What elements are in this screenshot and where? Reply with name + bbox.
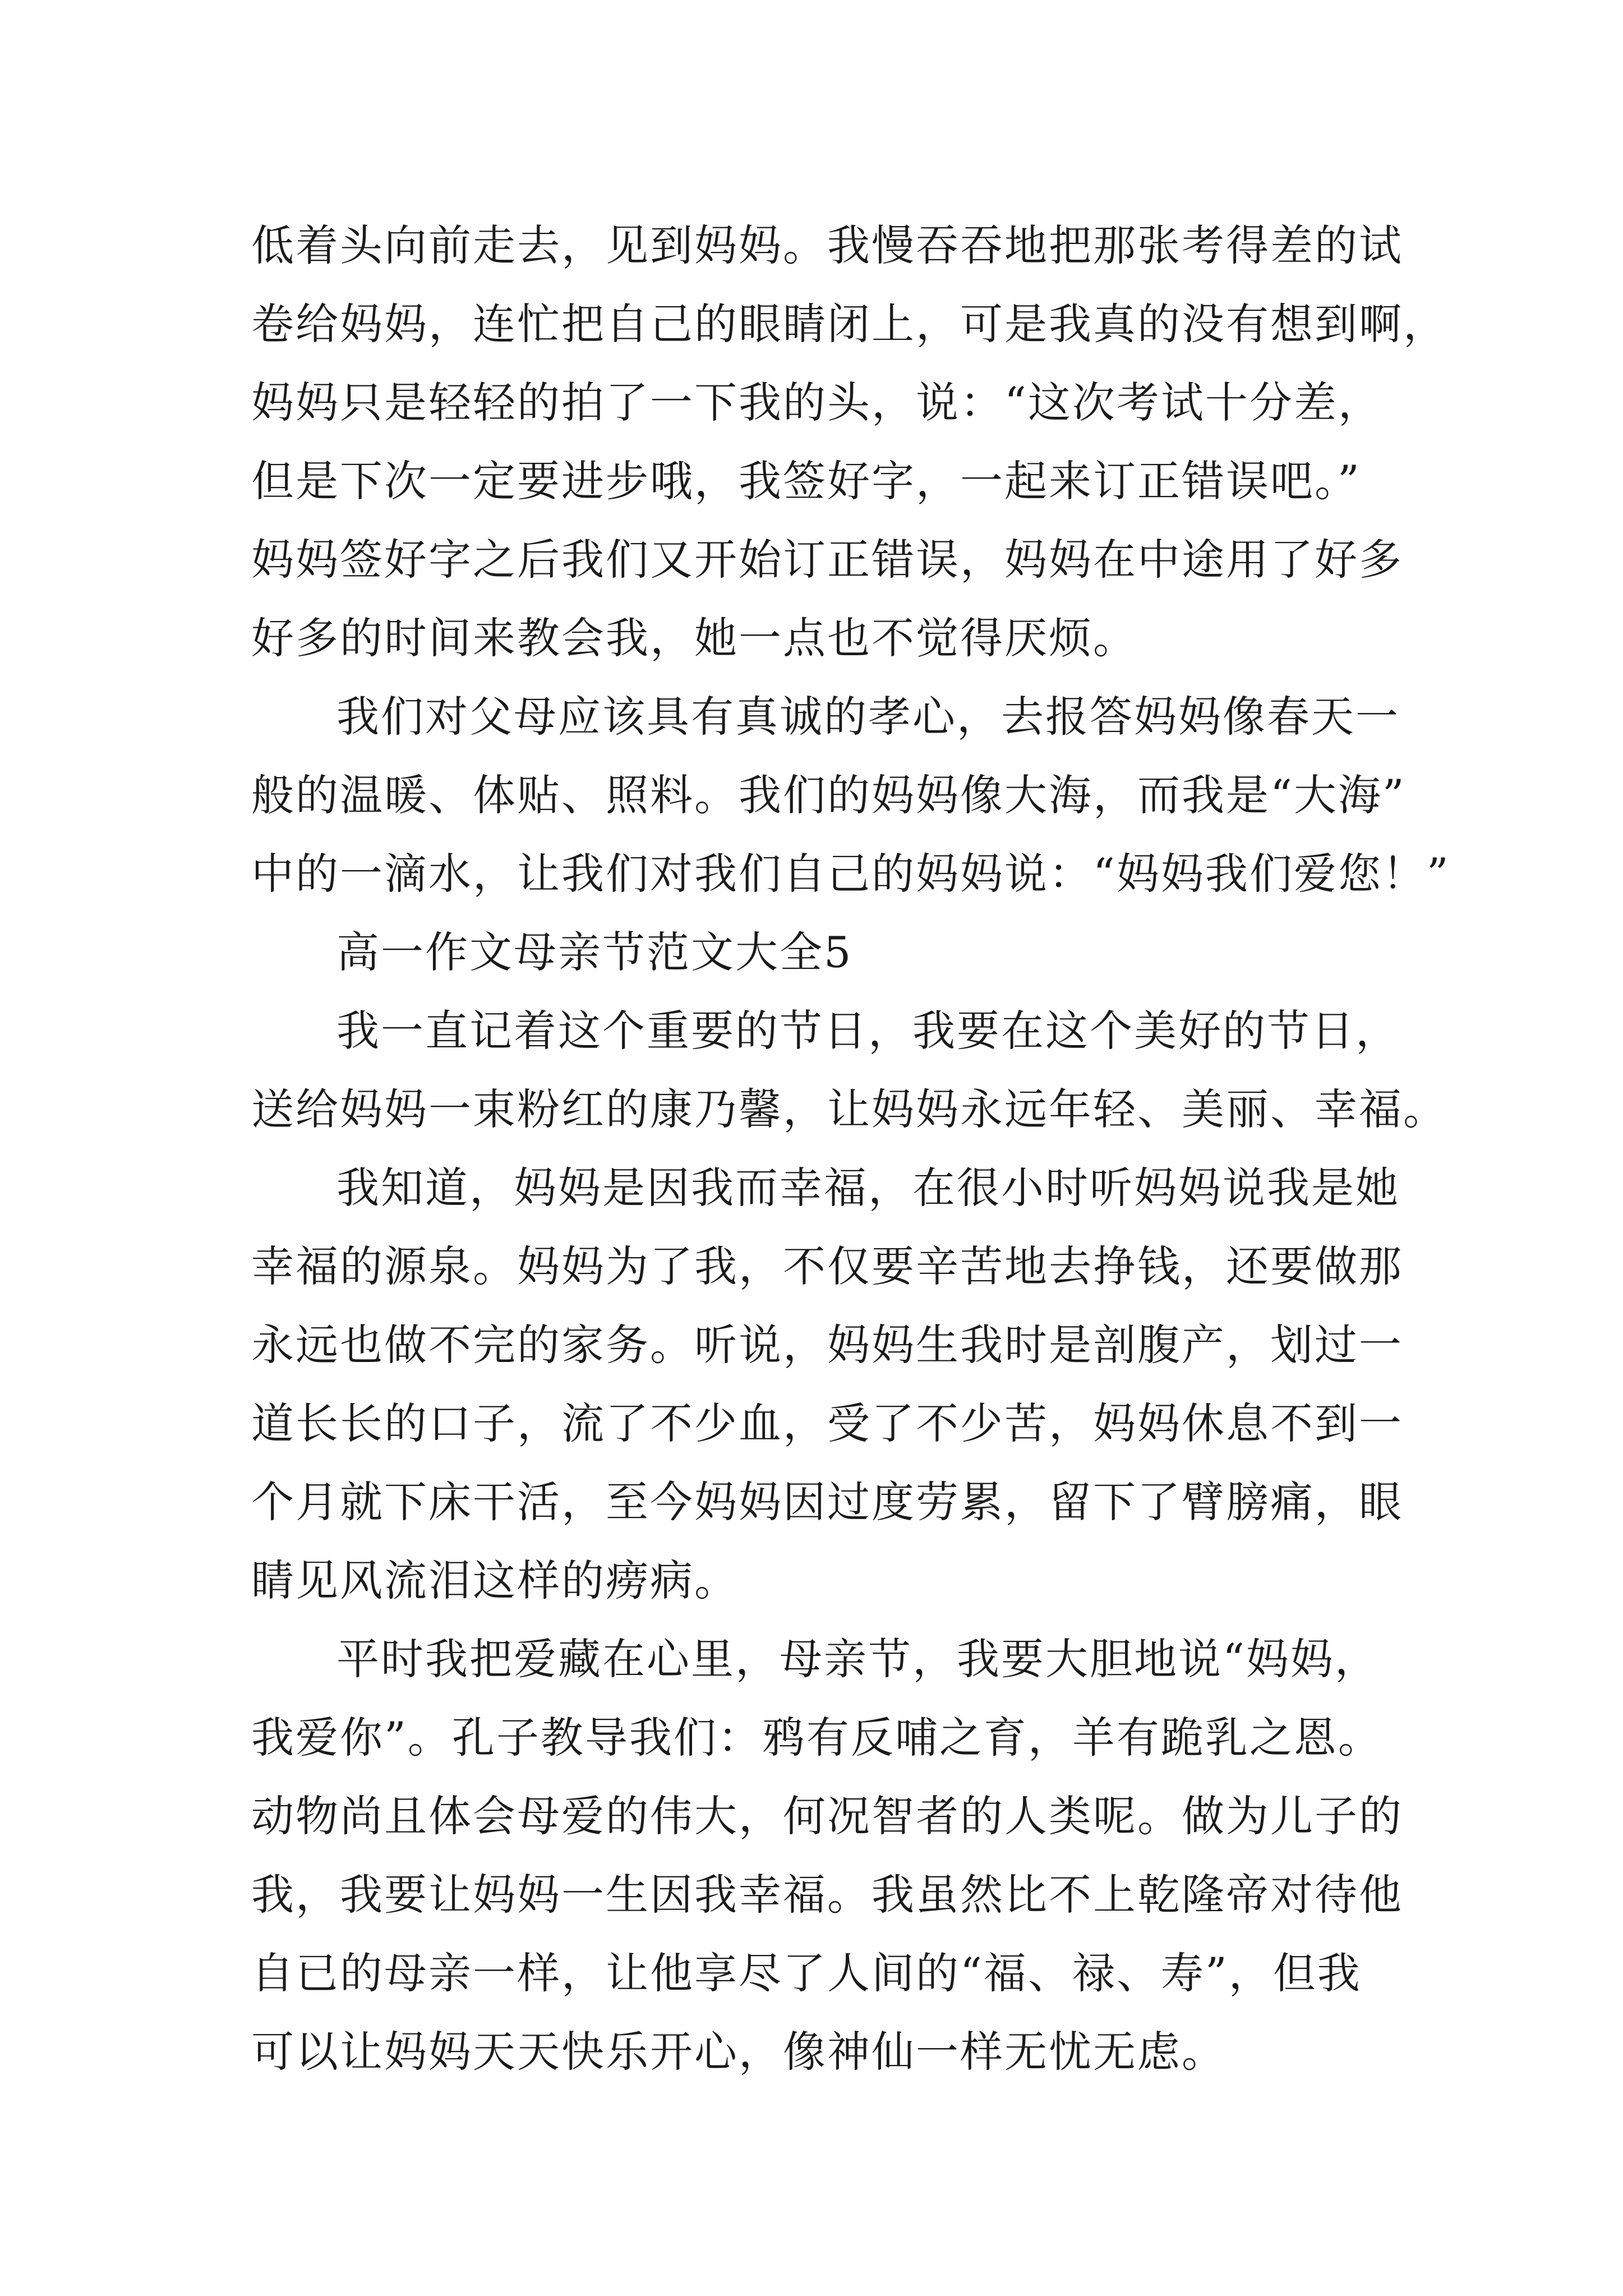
text-line: 我，我要让妈妈一生因我幸福。我虽然比不上乾隆帝对待他 <box>251 1870 1403 1920</box>
text-line: 个月就下床干活，至今妈妈因过度劳累，留下了臂膀痛，眼 <box>251 1477 1403 1527</box>
paragraph-first-line: 平时我把爱藏在心里，母亲节，我要大胆地说“妈妈， <box>336 1634 1379 1684</box>
section-title: 高一作文母亲节范文大全5 <box>336 927 853 977</box>
text-line: 动物尚且体会母爱的伟大，何况智者的人类呢。做为儿子的 <box>251 1791 1403 1841</box>
text-line: 但是下次一定要进步哦，我签好字，一起来订正错误吧。” <box>251 456 1361 506</box>
text-line: 送给妈妈一束粉红的康乃馨，让妈妈永远年轻、美丽、幸福。 <box>251 1084 1447 1134</box>
text-line: 永远也做不完的家务。听说，妈妈生我时是剖腹产，划过一 <box>251 1320 1403 1370</box>
text-line: 我爱你”。孔子教导我们：鸦有反哺之育，羊有跪乳之恩。 <box>251 1713 1382 1763</box>
text-line: 道长长的口子，流了不少血，受了不少苦，妈妈休息不到一 <box>251 1398 1403 1448</box>
text-line: 低着头向前走去，见到妈妈。我慢吞吞地把那张考得差的试 <box>251 220 1403 270</box>
text-line: 卷给妈妈，连忙把自己的眼睛闭上，可是我真的没有想到啊， <box>251 299 1447 349</box>
paragraph-first-line: 我知道，妈妈是因我而幸福，在很小时听妈妈说我是她 <box>336 1163 1400 1213</box>
text-line: 中的一滴水，让我们对我们自己的妈妈说：“妈妈我们爱您！” <box>251 849 1450 899</box>
text-line: 般的温暖、体贴、照料。我们的妈妈像大海，而我是“大海” <box>251 770 1406 820</box>
text-line: 自已的母亲一样，让他享尽了人间的“福、禄、寿”，但我 <box>251 1948 1362 1998</box>
paragraph-first-line: 我一直记着这个重要的节日，我要在这个美好的节日， <box>336 1006 1400 1056</box>
text-line: 可以让妈妈天天快乐开心，像神仙一样无忧无虑。 <box>251 2027 1226 2077</box>
paragraph-first-line: 我们对父母应该具有真诚的孝心，去报答妈妈像春天一 <box>336 692 1400 742</box>
text-line: 妈妈签好字之后我们又开始订正错误，妈妈在中途用了好多 <box>251 535 1403 585</box>
text-line: 好多的时间来教会我，她一点也不觉得厌烦。 <box>251 613 1137 663</box>
text-line: 幸福的源泉。妈妈为了我，不仅要辛苦地去挣钱，还要做那 <box>251 1241 1403 1291</box>
text-line: 妈妈只是轻轻的拍了一下我的头，说：“这次考试十分差， <box>251 378 1382 427</box>
text-line: 睛见风流泪这样的痨病。 <box>251 1556 739 1605</box>
